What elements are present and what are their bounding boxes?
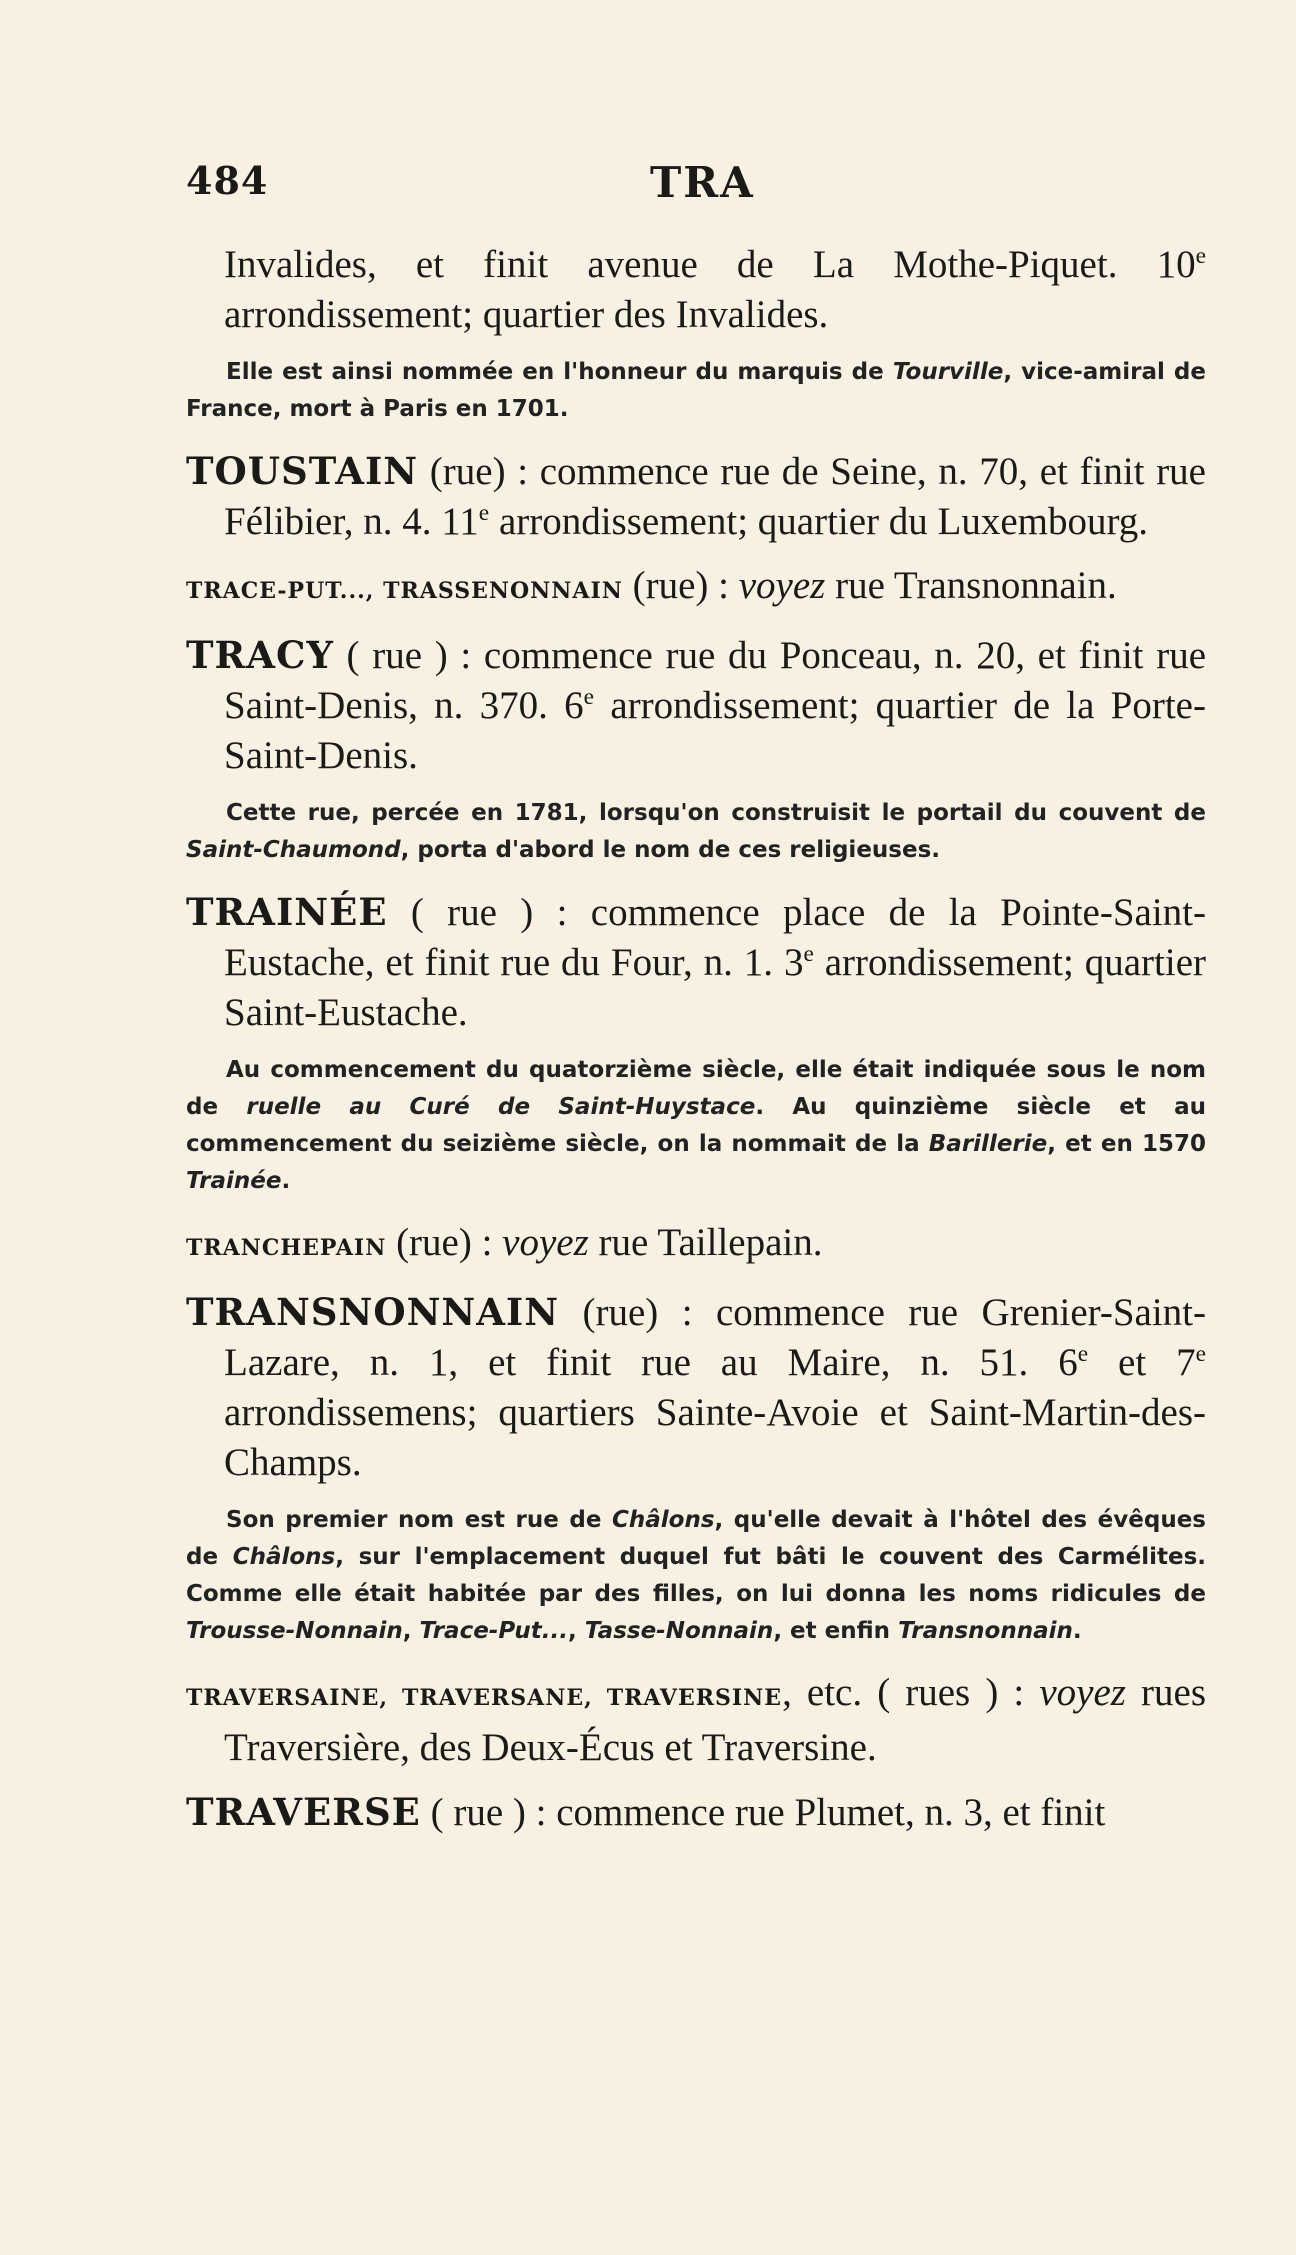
entry-note: Cette rue, percée en 1781, lorsqu'on construisit le portail du couvent de Saint-Chaumond, porta d'abord le nom de ces religieuses.	[186, 800, 1206, 863]
headword: TRAINÉE	[186, 890, 388, 934]
headword: TOUSTAIN	[186, 449, 419, 493]
page-text	[186, 240, 1206, 1852]
headword: TRAVERSAINE, TRAVERSANE, TRAVERSINE	[186, 1685, 783, 1711]
headword: TRACE-PUT..., TRASSENONNAIN	[186, 578, 623, 604]
entry-tranchepain: TRANCHEPAIN (rue) : voyez rue Taillepain.	[186, 1221, 823, 1264]
page-number: 484	[186, 158, 269, 203]
entry-trace-put: TRACE-PUT..., TRASSENONNAIN (rue) : voyez rue Transnonnain.	[186, 564, 1117, 607]
headword: TRACY	[186, 633, 334, 677]
entry-text: Invalides, et finit avenue de La Mothe-Piquet. 10e arrondissement; quartier des Invalides.	[224, 243, 1206, 336]
entry-note: Son premier nom est rue de Châlons, qu'elle devait à l'hôtel des évêques de Châlons, sur l'emplacement duquel fut bâti le couvent des Carmélites. Comme elle était habitée par des filles, on lui donna les noms ridicules de Trousse-Nonnain, Trace-Put..., Tasse-Nonnain, et enfin Transnonnain.	[186, 1507, 1206, 1644]
entry-transnonnain: TRANSNONNAIN (rue) : commence rue Grenier-Saint-Lazare, n. 1, et finit rue au Maire, n. 51. 6e et 7e arrondissemens; quartiers Sainte-Avoie et Saint-Martin-des-Champs.	[186, 1290, 1206, 1484]
headword: TRANCHEPAIN	[186, 1235, 387, 1261]
running-head: TRA	[650, 158, 755, 207]
headword: TRAVERSE	[186, 1790, 421, 1834]
entry-traversaine: TRAVERSAINE, TRAVERSANE, TRAVERSINE, etc. ( rues ) : voyez rues Traversière, des Deux-Écus et Traversine.	[186, 1671, 1206, 1769]
entry-tracy: TRACY ( rue ) : commence rue du Ponceau, n. 20, et finit rue Saint-Denis, n. 370. 6e arrondissement; quartier de la Porte-Saint-Denis.	[186, 633, 1206, 777]
entry-note: Elle est ainsi nommée en l'honneur du marquis de Tourville, vice-amiral de France, mort à Paris en 1701.	[186, 359, 1206, 422]
entry-traverse: TRAVERSE ( rue ) : commence rue Plumet, n. 3, et finit	[186, 1790, 1106, 1834]
entry-trainee: TRAINÉE ( rue ) : commence place de la Pointe-Saint-Eustache, et finit rue du Four, n. 1. 3e arrondissement; quartier Saint-Eustache.	[186, 890, 1206, 1034]
page-header	[0, 158, 1296, 218]
headword: TRANSNONNAIN	[186, 1290, 560, 1334]
entry-note: Au commencement du quatorzième siècle, elle était indiquée sous le nom de ruelle au Curé de Saint-Huystace. Au quinzième siècle et au commencement du seizième siècle, on la nommait de la Barillerie, et en 1570 Trainée.	[186, 1057, 1206, 1194]
entry-toustain: TOUSTAIN (rue) : commence rue de Seine, n. 70, et finit rue Félibier, n. 4. 11e arrondissement; quartier du Luxembourg.	[186, 449, 1206, 543]
